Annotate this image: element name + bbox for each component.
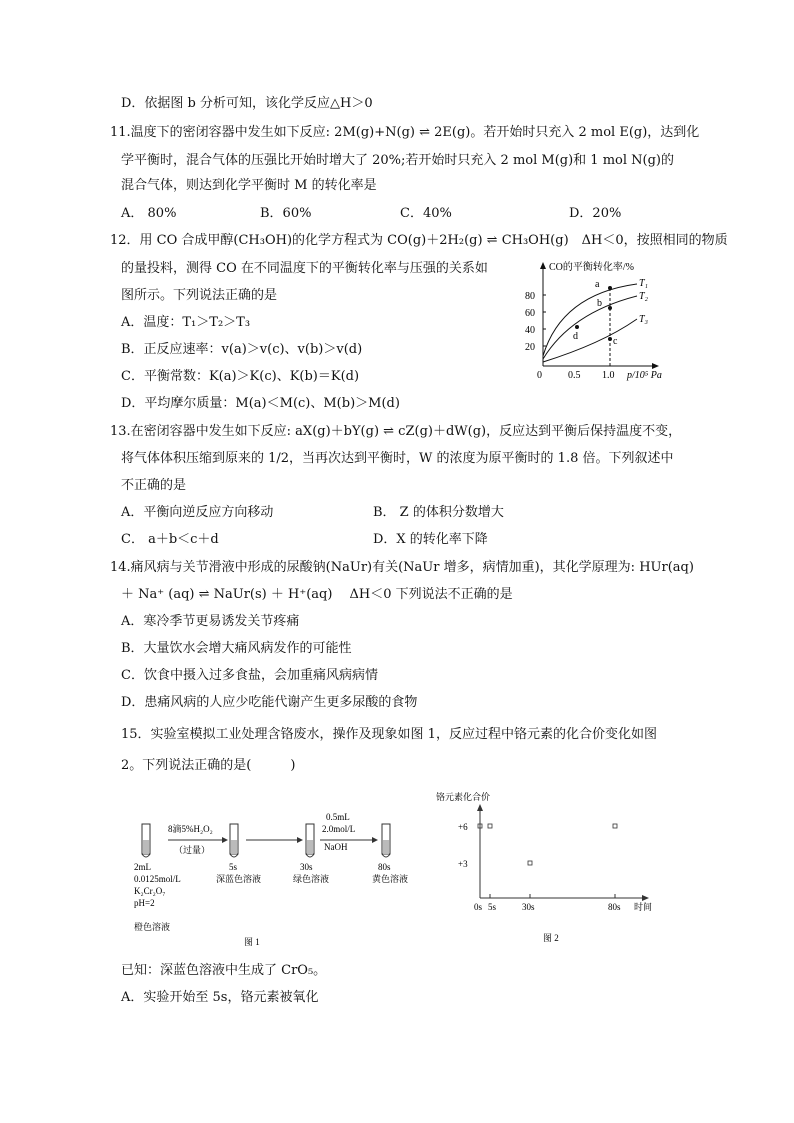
q11-stem-line2: 学平衡时，混合气体的压强比开始时增大了 20%;若开始时只充入 2 mol M(g)和 1 mol N(g)的 xyxy=(121,153,674,168)
q12-option-c: C．平衡常数：K(a)＞K(c)、K(b)＝K(d) xyxy=(121,369,360,384)
figure-1-caption: 图 1 xyxy=(244,937,260,947)
co-conversion-chart xyxy=(515,256,665,386)
label-t2: T₂ xyxy=(639,291,649,302)
point-d xyxy=(575,325,579,329)
tube3-time: 30s xyxy=(300,862,313,872)
label-t1: T₁ xyxy=(639,278,649,289)
fig2-xtick-5s: 5s xyxy=(488,902,497,912)
label-d: d xyxy=(573,331,578,342)
fig2-x-axis-arrow xyxy=(642,895,649,901)
tube2-time: 5s xyxy=(229,862,238,872)
x-axis-arrow xyxy=(652,363,659,369)
label-t3: T₃ xyxy=(639,314,649,325)
q13-stem-line1: 13.在密闭容器中发生如下反应: aX(g)＋bY(g) ⇌ cZ(g)＋dW(g)，反应达到平衡后保持温度不变， xyxy=(110,424,682,439)
q13-stem-line3: 不正确的是 xyxy=(121,478,187,493)
fig2-y-axis-arrow xyxy=(477,804,483,811)
q13-option-a: A．平衡向逆反应方向移动 xyxy=(121,505,274,520)
fig2-xlabel: 时间 xyxy=(634,902,653,912)
fig2-ytick-plus3: +3 xyxy=(458,859,468,869)
q13-option-b: B． Z 的体积分数增大 xyxy=(373,505,504,520)
reagent2-line3: NaOH xyxy=(324,842,348,852)
xtick-0.5: 0.5 xyxy=(568,370,581,381)
q15-option-a: A．实验开始至 5s，铬元素被氧化 xyxy=(121,990,319,1005)
tube4-time: 80s xyxy=(378,862,391,872)
q11-option-c: C．40% xyxy=(400,206,452,221)
fig2-ylabel: 铬元素化合价 xyxy=(436,792,491,802)
q14-option-a: A．寒冷季节更易诱发关节疼痛 xyxy=(121,614,300,629)
q14-stem-line2: ＋ Na⁺ (aq) ⇌ NaUr(s) ＋ H⁺(aq) ΔH＜0 下列说法不正确的是 xyxy=(121,587,513,602)
q12-option-a: A．温度：T₁＞T₂＞T₃ xyxy=(121,315,251,330)
fig2-xtick-0s: 0s xyxy=(474,902,483,912)
tube4-color: 黄色溶液 xyxy=(372,874,409,884)
reagent1-line2: （过量） xyxy=(174,845,211,855)
tube1-line2: 0.0125mol/L xyxy=(134,874,181,884)
point-a xyxy=(608,286,612,290)
q14-option-b: B．大量饮水会增大痛风病发作的可能性 xyxy=(121,641,352,656)
q11-stem-line3: 混合气体，则达到化学平衡时 M 的转化率是 xyxy=(121,178,377,193)
chart-xlabel: p/10⁵ Pa xyxy=(627,370,662,381)
curve-t2 xyxy=(543,296,637,359)
fig2-point-30s xyxy=(528,861,532,865)
figure-2-caption: 图 2 xyxy=(543,933,559,943)
test-tube-2 xyxy=(230,824,238,857)
fig2-point-80s xyxy=(613,824,617,828)
q12-stem-line1: 12．用 CO 合成甲醇(CH₃OH)的化学方程式为 CO(g)＋2H₂(g) ⇌ CH₃OH(g) ΔH＜0，按照相同的物质 xyxy=(110,233,728,248)
q14-option-d: D．患痛风病的人应少吃能代谢产生更多尿酸的食物 xyxy=(121,695,418,710)
ytick-80: 80 xyxy=(525,291,535,302)
fig2-xtick-80s: 80s xyxy=(608,902,621,912)
arrow-3-head xyxy=(372,837,378,843)
reagent2-line1: 0.5mL xyxy=(326,812,350,822)
fig2-ytick-plus6: +6 xyxy=(458,822,468,832)
test-tube-3 xyxy=(306,824,314,857)
q15-stem-line1: 15．实验室模拟工业处理含铬废水，操作及现象如图 1，反应过程中铬元素的化合价变化如图 xyxy=(121,727,657,742)
xtick-0: 0 xyxy=(537,370,542,381)
arrow-2-head xyxy=(297,837,303,843)
point-c xyxy=(608,337,612,341)
q10-option-d: D．依据图 b 分析可知，该化学反应△H＞0 xyxy=(121,96,373,111)
q13-option-d: D．X 的转化率下降 xyxy=(373,532,488,547)
fig2-xtick-30s: 30s xyxy=(522,902,535,912)
fig2-point-5s xyxy=(488,824,492,828)
label-b: b xyxy=(597,298,602,309)
q14-stem-line1: 14.痛风病与关节滑液中形成的尿酸钠(NaUr)有关(NaUr 增多，病情加重)，其化学原理为: HUr(aq) xyxy=(110,560,694,575)
q11-option-b: B．60% xyxy=(260,206,312,221)
tube1-color: 橙色溶液 xyxy=(134,922,171,932)
arrow-1-head xyxy=(222,837,228,843)
ytick-60: 60 xyxy=(525,308,535,319)
q12-stem-line2: 的量投料，测得 CO 在不同温度下的平衡转化率与压强的关系如 xyxy=(121,261,488,276)
chart-ylabel: CO的平衡转化率/% xyxy=(549,262,634,273)
xtick-1.0: 1.0 xyxy=(602,370,615,381)
label-c: c xyxy=(613,336,618,347)
reagent1-line1: 8滴5%H₂O₂ xyxy=(168,824,213,834)
q13-stem-line2: 将气体体积压缩到原来的 1/2，当再次达到平衡时，W 的浓度为原平衡时的 1.8 倍。下列叙述中 xyxy=(121,451,674,466)
ytick-40: 40 xyxy=(525,325,535,336)
q15-stem-line2: 2。下列说法正确的是( ) xyxy=(121,758,296,773)
q13-option-c: C． a＋b＜c＋d xyxy=(121,532,219,547)
figure-1-procedure xyxy=(128,812,428,952)
test-tube-4 xyxy=(382,824,390,857)
tube1-line1: 2mL xyxy=(134,862,151,872)
tube3-color: 绿色溶液 xyxy=(293,874,330,884)
figure-2-valence-chart xyxy=(430,788,670,948)
ytick-20: 20 xyxy=(525,342,535,353)
q12-option-b: B．正反应速率：v(a)＞v(c)、v(b)＞v(d) xyxy=(121,342,363,357)
tube2-color: 深蓝色溶液 xyxy=(216,874,262,884)
label-a: a xyxy=(595,279,600,290)
q12-option-d: D．平均摩尔质量：M(a)＜M(c)、M(b)＞M(d) xyxy=(121,396,400,411)
q12-stem-line3: 图所示。下列说法正确的是 xyxy=(121,288,278,303)
q11-stem-line1: 11.温度下的密闭容器中发生如下反应: 2M(g)+N(g) ⇌ 2E(g)。若开始时只充入 2 mol E(g)，达到化 xyxy=(110,125,700,140)
reagent2-line2: 2.0mol/L xyxy=(322,824,356,834)
q11-option-d: D．20% xyxy=(569,206,622,221)
q15-note: 已知：深蓝色溶液中生成了 CrO₅。 xyxy=(121,963,327,978)
q14-option-c: C．饮食中摄入过多食盐，会加重痛风病病情 xyxy=(121,668,378,683)
q11-option-a: A． 80% xyxy=(121,206,177,221)
tube1-line3: K₂Cr₂O₇ xyxy=(134,886,166,896)
point-b xyxy=(608,306,612,310)
test-tube-1 xyxy=(142,824,150,857)
y-axis-arrow xyxy=(540,262,546,269)
tube1-line4: pH=2 xyxy=(134,898,155,908)
